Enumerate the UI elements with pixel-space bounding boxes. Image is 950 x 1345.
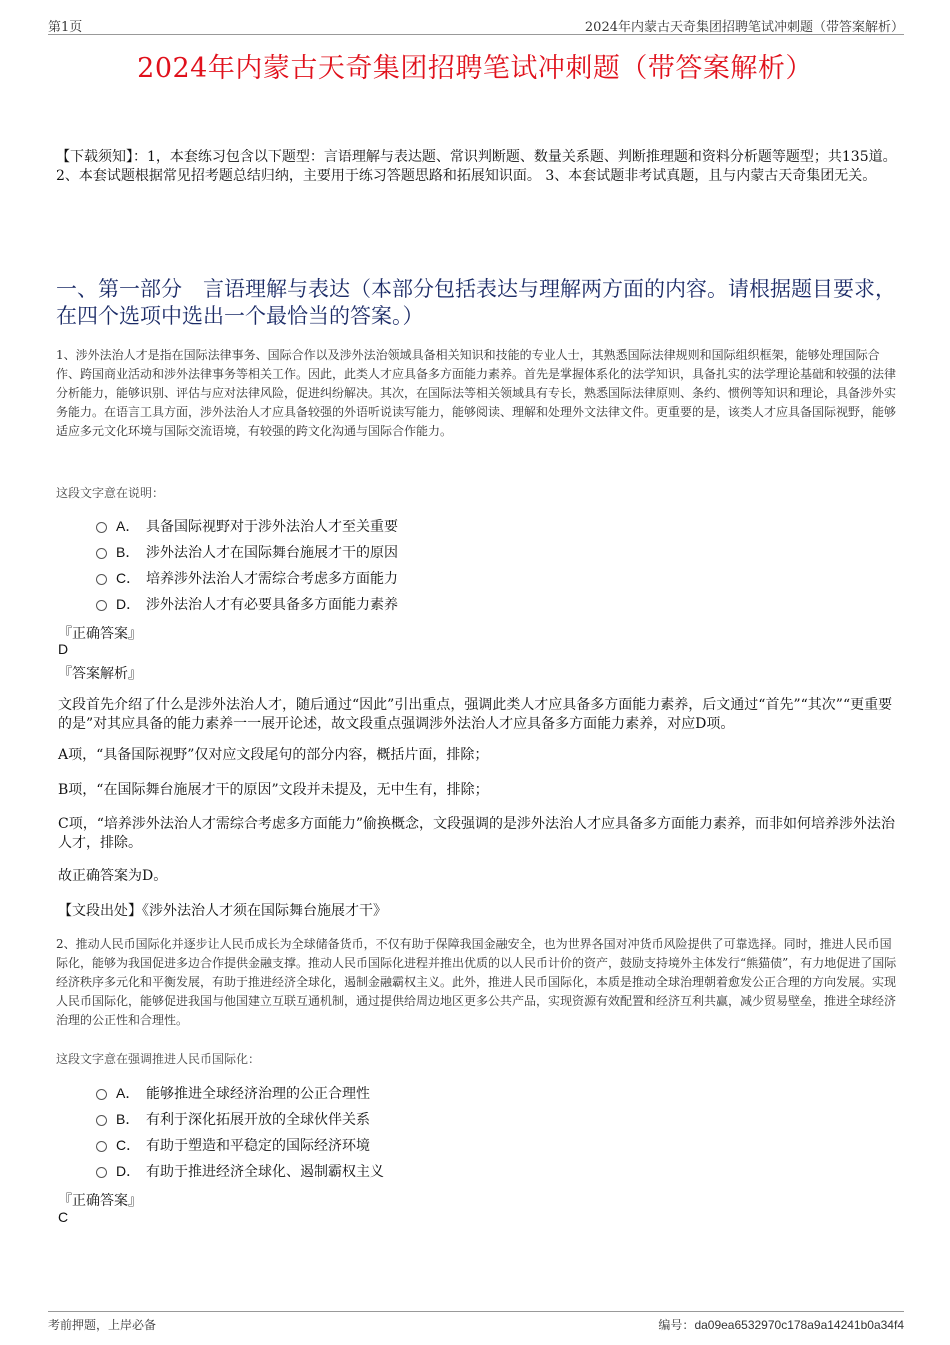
- q1-answer-label: 『正确答案』: [58, 626, 142, 642]
- q1-answer: D: [58, 641, 69, 657]
- option-text: 能够推进全球经济治理的公正合理性: [146, 1086, 370, 1102]
- q2-question: 这段文字意在强调推进人民币国际化：: [56, 1052, 261, 1066]
- page-number: 第1页: [48, 20, 83, 35]
- option-letter: C．: [116, 570, 141, 586]
- radio-icon[interactable]: [96, 522, 107, 533]
- footer-code: [658, 1316, 904, 1333]
- radio-icon[interactable]: [96, 1141, 107, 1152]
- option-text: 有助于推进经济全球化、遏制霸权主义: [146, 1164, 384, 1180]
- q2-passage: 2、推动人民币国际化并逐步让人民币成长为全球储备货币，不仅有助于保障我国金融安全，也为世界各国对冲货币风险提供了可靠选择。同时，推进人民币国际化，能够为我国促进多边合作提供金融支撑。推动人民币国际化进程并推出优质的以人民币计价的资产，鼓励支持境外主体发行“熊猫债”，有力地促进了国际经济秩序多元化和平衡发展，有助于推进经济全球化，遏制金融霸权主义。此外，推进人民币国际化，本质是推动全球治理朝着愈发公正合理的方向发展。实现人民币国际化，能够促进我国与他国建立互联互通机制，通过提供给周边地区更多公共产品，实现资源有效配置和经济互利共赢，减少贸易壁垒，推进全球经济治理的公正性和合理性。: [56, 937, 897, 1027]
- q1-option-a[interactable]: [96, 516, 398, 536]
- q1-analysis-conclusion: 故正确答案为D。: [58, 868, 168, 884]
- q1-option-d[interactable]: [96, 594, 398, 614]
- option-letter: D．: [116, 596, 141, 612]
- footer-slogan: 考前押题，上岸必备: [48, 1318, 157, 1332]
- footer-code-value: da09ea6532970c178a9a14241b0a34f4: [694, 1318, 904, 1332]
- q1-analysis-label: 『答案解析』: [58, 666, 142, 682]
- document-title: 2024年内蒙古天奇集团招聘笔试冲刺题（带答案解析）: [137, 53, 813, 84]
- radio-icon[interactable]: [96, 1167, 107, 1178]
- option-letter: A．: [116, 1085, 140, 1101]
- option-letter: B．: [116, 544, 140, 560]
- option-text: 培养涉外法治人才需综合考虑多方面能力: [146, 571, 398, 587]
- q2-answer-label: 『正确答案』: [58, 1193, 142, 1209]
- radio-icon[interactable]: [96, 1115, 107, 1126]
- option-text: 具备国际视野对于涉外法治人才至关重要: [146, 519, 398, 535]
- radio-icon[interactable]: [96, 600, 107, 611]
- download-notice: 【下载须知】：1，本套练习包含以下题型：言语理解与表达题、常识判断题、数量关系题、判断推理题和资料分析题等题型；共135道。 2、本套试题根据常见招考题总结归纳，主要用于练习答题思路和拓展知识面。 3、本套试题非考试真题，且与内蒙古天奇集团无关。: [56, 149, 897, 184]
- q1-analysis-a: A项，“具备国际视野”仅对应文段尾句的部分内容，概括片面，排除；: [58, 747, 489, 763]
- q1-analysis-main: 文段首先介绍了什么是涉外法治人才，随后通过“因此”引出重点，强调此类人才应具备多方面能力素养，后文通过“首先”“其次”“更重要的是”对其应具备的能力素养一一展开论述，故文段重点强调涉外法治人才应具备多方面能力素养，对应D项。: [58, 697, 893, 732]
- q2-answer: C: [58, 1209, 69, 1225]
- radio-icon[interactable]: [96, 574, 107, 585]
- option-letter: D．: [116, 1163, 141, 1179]
- q1-source: 【文段出处】《涉外法治人才须在国际舞台施展才干》: [58, 903, 387, 919]
- option-text: 有利于深化拓展开放的全球伙伴关系: [146, 1112, 370, 1128]
- option-letter: C．: [116, 1137, 141, 1153]
- option-text: 涉外法治人才在国际舞台施展才干的原因: [146, 545, 398, 561]
- q1-option-c[interactable]: [96, 568, 398, 588]
- option-letter: B．: [116, 1111, 140, 1127]
- radio-icon[interactable]: [96, 1089, 107, 1100]
- option-text: 有助于塑造和平稳定的国际经济环境: [146, 1138, 370, 1154]
- q2-option-d[interactable]: [96, 1161, 384, 1181]
- footer-code-label: 编号：: [658, 1318, 695, 1332]
- q1-analysis-b: B项，“在国际舞台施展才干的原因”文段并未提及，无中生有，排除；: [58, 782, 489, 798]
- q1-option-b[interactable]: [96, 542, 398, 562]
- q2-option-a[interactable]: [96, 1083, 370, 1103]
- q1-passage: 1、涉外法治人才是指在国际法律事务、国际合作以及涉外法治领域具备相关知识和技能的专业人士，其熟悉国际法律规则和国际组织框架，能够处理国际合作、跨国商业活动和涉外法律事务等相关工作。因此，此类人才应具备多方面能力素养。首先是掌握体系化的法学知识，具备扎实的法学理论基础和较强的法律分析能力，能够识别、评估与应对法律风险，促进纠纷解决。其次，在国际法等相关领域具有专长，熟悉国际法律原则、条约、惯例等知识和理论，具备涉外实务能力。在语言工具方面，涉外法治人才应具备较强的外语听说读写能力，能够阅读、理解和处理外文法律文件。更重要的是，该类人才应具备国际视野，能够适应多元文化环境与国际交流语境，有较强的跨文化沟通与国际合作能力。: [56, 348, 897, 438]
- option-letter: A．: [116, 518, 140, 534]
- q2-option-b[interactable]: [96, 1109, 370, 1129]
- option-text: 涉外法治人才有必要具备多方面能力素养: [146, 597, 398, 613]
- q1-analysis-c: C项，“培养涉外法治人才需综合考虑多方面能力”偷换概念，文段强调的是涉外法治人才应具备多方面能力素养，而非如何培养涉外法治人才，排除。: [58, 816, 896, 851]
- page-header: [48, 14, 904, 35]
- q1-question: 这段文字意在说明：: [56, 486, 165, 500]
- page-footer: [48, 1311, 904, 1332]
- section-heading: 一、第一部分 言语理解与表达（本部分包括表达与理解两方面的内容。请根据题目要求，在四个选项中选出一个最恰当的答案。）: [56, 277, 896, 328]
- header-doc-title: 2024年内蒙古天奇集团招聘笔试冲刺题（带答案解析）: [584, 20, 904, 35]
- radio-icon[interactable]: [96, 548, 107, 559]
- q2-option-c[interactable]: [96, 1135, 370, 1155]
